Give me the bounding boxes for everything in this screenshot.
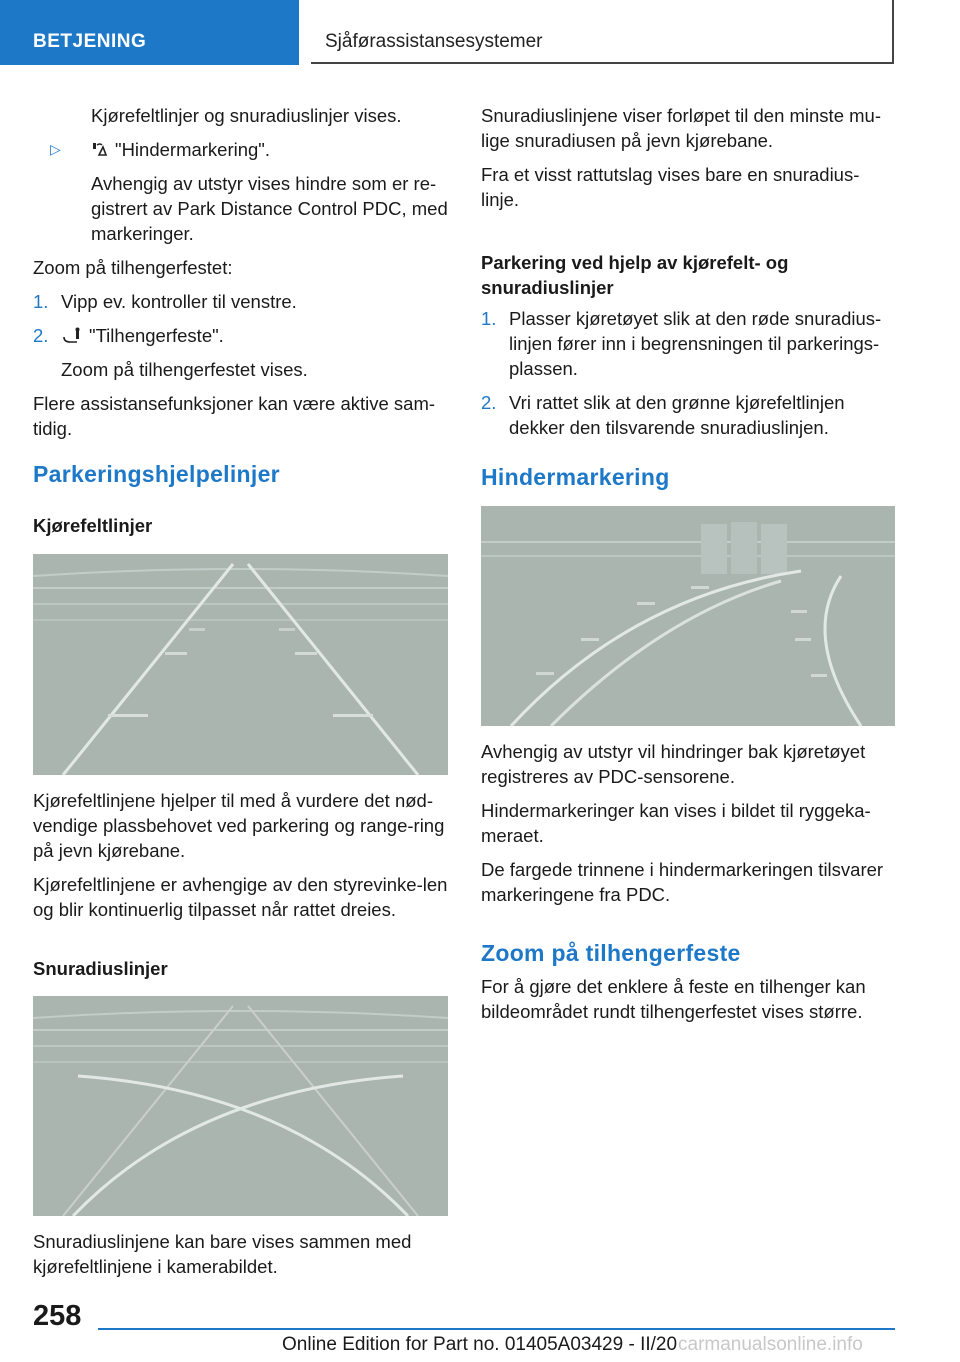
turning-radius-drawing (33, 996, 448, 1216)
lane-lines-image (33, 554, 448, 775)
section-tab (0, 0, 299, 65)
list-item-label: "Hindermarkering". (115, 139, 271, 160)
subsection-heading: Snuradiuslinjer (33, 958, 168, 979)
step-text: "Tilhengerfeste". (89, 325, 224, 346)
list-item (33, 323, 449, 348)
chapter-tab (311, 0, 894, 64)
list-item (33, 137, 449, 162)
subsection-heading: Parkering ved hjelp av kjørefelt- og snuradiuslinjer (481, 252, 789, 298)
paragraph: De fargede trinnene i hindermarkeringen tilsvarer markeringene fra PDC. (481, 859, 884, 905)
pdc-sensor-icon (91, 141, 109, 159)
watermark: carmanualsonline.info (678, 1334, 863, 1355)
footer-rule (98, 1328, 895, 1330)
section-label: BETJENING (33, 31, 147, 52)
step-text: Vri rattet slik at den grønne kjørefeltlinjen dekker den tilsvarende snuradiuslinjen. (509, 392, 845, 438)
page-number: 258 (33, 1300, 82, 1332)
left-column (33, 103, 449, 450)
paragraph: For å gjøre det enklere å feste en tilhenger kan bildeområdet rundt tilhengerfestet vises større. (481, 976, 866, 1022)
list-item (481, 390, 895, 440)
paragraph: Kjørefeltlinjene hjelper til med å vurdere det nød-vendige plassbehovet ved parkering og range-ring på jevn kjørebane. (33, 790, 445, 861)
left-column-lower (33, 788, 449, 931)
step-text: Plasser kjøretøyet slik at den røde snuradius-linjen fører inn i begrensningen til parkerings-plassen. (509, 308, 882, 379)
paragraph: Snuradiuslinjene viser forløpet til den minste mu-lige snuradiusen på jevn kjørebane. (481, 105, 881, 151)
step-number: 2. (33, 325, 49, 346)
paragraph: Snuradiuslinjene kan bare vises sammen med kjørefeltlinjene i kamerabildet. (33, 1231, 412, 1277)
lane-lines-drawing (33, 554, 448, 775)
section-heading: Zoom på tilhengerfeste (481, 940, 741, 966)
paragraph: Fra et visst rattutslag vises bare en snuradius-linje. (481, 164, 860, 210)
section-heading: Parkeringshjelpelinjer (33, 461, 280, 487)
step-number: 2. (481, 392, 497, 413)
paragraph: Avhengig av utstyr vises hindre som er re-gistrert av Park Distance Control PDC, med markeringer. (91, 173, 448, 244)
turning-radius-image (33, 996, 448, 1216)
right-steps (481, 306, 895, 449)
paragraph: Zoom på tilhengerfestet: (33, 257, 233, 278)
step-number: 1. (481, 308, 497, 329)
chapter-label: Sjåførassistansesystemer (325, 31, 543, 52)
list-item (481, 306, 895, 381)
subsection-heading: Kjørefeltlinjer (33, 515, 153, 536)
right-column (481, 103, 895, 221)
paragraph: Avhengig av utstyr vil hindringer bak kjøretøyet registreres av PDC-sensorene. (481, 741, 866, 787)
edition-text: Online Edition for Part no. 01405A03429 - II/20 (282, 1334, 678, 1355)
triangle-right-icon: ▷ (50, 141, 61, 157)
right-column-bottom (481, 974, 895, 1033)
paragraph: Kjørefeltlinjene er avhengige av den styrevinke-len og blir kontinuerlig tilpasset når rattet dreies. (33, 874, 448, 920)
left-column-bottom (33, 1229, 449, 1288)
paragraph: Zoom på tilhengerfestet vises. (61, 359, 308, 380)
step-number: 1. (33, 291, 49, 312)
section-heading: Hindermarkering (481, 464, 670, 490)
obstacle-marking-drawing (481, 506, 895, 726)
paragraph: Flere assistansefunksjoner kan være aktive sam-tidig. (33, 393, 436, 439)
paragraph: Hindermarkeringer kan vises i bildet til ryggeka-meraet. (481, 800, 871, 846)
trailer-hitch-icon (61, 327, 83, 345)
right-column-lower (481, 739, 895, 916)
step-text: Vipp ev. kontroller til venstre. (61, 291, 297, 312)
paragraph: Kjørefeltlinjer og snuradiuslinjer vises. (91, 105, 402, 126)
obstacle-marking-image (481, 506, 895, 726)
list-item (33, 289, 449, 314)
